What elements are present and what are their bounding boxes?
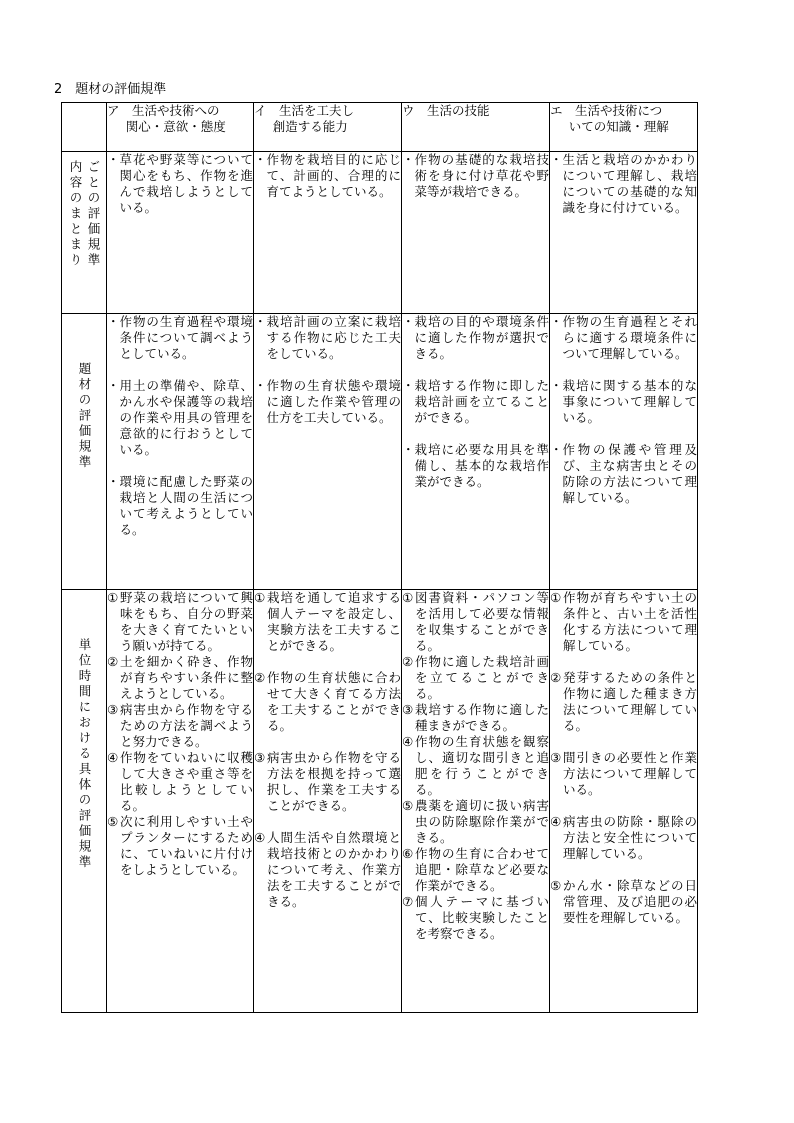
item-marker: ・ bbox=[107, 314, 120, 329]
criteria-item bbox=[402, 734, 549, 798]
criteria-cell-knowledge bbox=[550, 314, 698, 590]
corner-cell bbox=[62, 103, 107, 152]
criteria-cell-creativity bbox=[254, 152, 402, 314]
item-marker: ③ bbox=[254, 750, 266, 765]
criteria-item bbox=[550, 442, 697, 506]
item-marker: ⑤ bbox=[107, 814, 119, 829]
row-label-text: 単位時間における具体の評価規準 bbox=[77, 638, 92, 871]
column-header-interest: ア 生活や技術への 関心・意欲・態度 bbox=[107, 103, 254, 152]
criteria-item bbox=[107, 702, 253, 750]
item-text: 作物に適した栽培計画を立てることができる。 bbox=[415, 654, 549, 701]
item-text: 栽培の目的や環境条件に適した作物が選択できる。 bbox=[414, 314, 549, 361]
item-marker: ・ bbox=[550, 152, 563, 167]
criteria-item bbox=[254, 750, 401, 814]
item-text: 野菜の栽培について興味をもち、自分の野菜を大きく育てたいという願いが持てる。 bbox=[120, 590, 253, 653]
row-label-group bbox=[62, 152, 106, 269]
item-spacer bbox=[550, 798, 697, 814]
criteria-item bbox=[254, 378, 401, 426]
criteria-item bbox=[107, 474, 253, 538]
criteria-item bbox=[550, 314, 697, 362]
criteria-item bbox=[107, 590, 253, 654]
item-marker: ・ bbox=[107, 152, 120, 167]
column-header-knowledge: エ 生活や技術につ いての知識・理解 bbox=[550, 103, 698, 152]
item-marker: ・ bbox=[254, 314, 267, 329]
item-marker: ・ bbox=[254, 378, 267, 393]
row-label bbox=[62, 590, 107, 1013]
criteria-item bbox=[107, 378, 253, 458]
item-marker: ・ bbox=[402, 378, 415, 393]
item-spacer bbox=[550, 654, 697, 670]
item-marker: ④ bbox=[107, 750, 119, 765]
item-text: 病害虫から作物を守る方法を根拠を持って選択し、作業を工夫することができる。 bbox=[267, 750, 401, 813]
criteria-item bbox=[550, 590, 697, 654]
criteria-cell-knowledge bbox=[550, 590, 698, 1013]
row-label bbox=[62, 314, 107, 590]
item-text: 作物が育ちやすい土の条件と、古い土を活性化する方法について理解している。 bbox=[563, 590, 697, 653]
column-header-skill: ウ 生活の技能 bbox=[402, 103, 550, 152]
item-marker: ③ bbox=[550, 750, 562, 765]
criteria-item bbox=[107, 654, 253, 702]
item-marker: ・ bbox=[402, 314, 415, 329]
criteria-cell-skill bbox=[402, 590, 550, 1013]
item-text: 作物の生育過程とそれらに適する環境条件について理解している。 bbox=[562, 314, 697, 361]
criteria-cell-skill bbox=[402, 314, 550, 590]
criteria-item bbox=[550, 152, 697, 216]
item-spacer bbox=[550, 362, 697, 378]
criteria-item bbox=[550, 378, 697, 426]
criteria-item bbox=[402, 442, 549, 490]
item-spacer bbox=[402, 362, 549, 378]
item-text: 作物の基礎的な栽培技術を身に付け草花や野菜等が栽培できる。 bbox=[414, 152, 549, 199]
item-text: 草花や野菜等について関心をもち、作物を進んで栽培しようとしている。 bbox=[119, 152, 253, 215]
criteria-item bbox=[107, 750, 253, 814]
item-marker: ・ bbox=[107, 378, 120, 393]
criteria-cell-skill bbox=[402, 152, 550, 314]
item-spacer bbox=[254, 814, 401, 830]
item-text: 用土の準備や、除草、かん水や保護等の栽培の作業や用具の管理を意欲的に行おうとしている。 bbox=[119, 378, 253, 457]
row-label-text: 題材の評価規準 bbox=[77, 362, 92, 471]
item-text: 作物の生育状態に合わせて大きく育てる方法を工夫することができる。 bbox=[267, 670, 401, 733]
item-text: 間引きの必要性と作業方法について理解している。 bbox=[563, 750, 697, 797]
evaluation-criteria-table bbox=[61, 102, 698, 1013]
item-marker: ① bbox=[254, 590, 266, 605]
item-spacer bbox=[107, 458, 253, 474]
item-spacer bbox=[550, 862, 697, 878]
item-text: 病害虫から作物を守るための方法を調べようと努力できる。 bbox=[120, 702, 253, 749]
item-spacer bbox=[254, 362, 401, 378]
item-text: 作物の生育状態や環境に適した作業や管理の仕方を工夫している。 bbox=[266, 378, 401, 425]
criteria-item bbox=[254, 590, 401, 654]
item-text: 栽培する作物に適した種まきができる。 bbox=[415, 702, 549, 733]
item-text: 作物の生育過程や環境条件について調べようとしている。 bbox=[119, 314, 253, 361]
item-text: 病害虫の防除・駆除の方法と安全性について理解している。 bbox=[563, 814, 697, 861]
item-text: 作物をていねいに収穫して大きさや重さ等を比較しようとしている。 bbox=[120, 750, 253, 813]
item-spacer bbox=[254, 734, 401, 750]
criteria-item bbox=[402, 378, 549, 426]
criteria-item bbox=[402, 846, 549, 894]
item-marker: ⑤ bbox=[402, 798, 414, 813]
item-marker: ⑦ bbox=[402, 894, 414, 909]
item-text: 土を細かく砕き、作物が育ちやすい条件に整えようとしている。 bbox=[120, 654, 253, 701]
row-label-text: 内容のまとまり bbox=[68, 160, 83, 269]
content-criteria-row bbox=[62, 152, 698, 314]
item-text: 栽培する作物に即した栽培計画を立てることができる。 bbox=[414, 378, 549, 425]
item-text: 栽培計画の立案に栽培する作物に応じた工夫をしている。 bbox=[266, 314, 401, 361]
item-text: 個人テーマに基づいて、比較実験したことを考察できる。 bbox=[415, 894, 549, 941]
item-text: 作物の生育状態を観察し、適切な間引きと追肥を行うことができる。 bbox=[415, 734, 549, 797]
item-text: 栽培に必要な用具を準備し、基本的な栽培作業ができる。 bbox=[414, 442, 549, 489]
criteria-cell-creativity bbox=[254, 314, 402, 590]
row-label-text: ごとの評価規準 bbox=[86, 160, 101, 269]
item-text: 図書資料・パソコン等を活用して必要な情報を収集することができる。 bbox=[415, 590, 549, 653]
item-marker: ・ bbox=[550, 378, 563, 393]
criteria-item bbox=[550, 878, 697, 926]
item-text: 人間生活や自然環境と栽培技術とのかかわりについて考え、作業方法を工夫することができる。 bbox=[267, 830, 401, 909]
unit-criteria-row bbox=[62, 314, 698, 590]
item-marker: ① bbox=[107, 590, 119, 605]
criteria-cell-creativity bbox=[254, 590, 402, 1013]
criteria-item bbox=[402, 590, 549, 654]
lesson-criteria-row bbox=[62, 590, 698, 1013]
item-marker: ・ bbox=[550, 314, 563, 329]
criteria-item bbox=[107, 314, 253, 362]
item-marker: ・ bbox=[402, 152, 415, 167]
item-text: 次に利用しやすい土やプランターにするために、ていねいに片付けをしようとしている。 bbox=[120, 814, 253, 877]
item-text: かん水・除草などの日常管理、及び追肥の必要性を理解している。 bbox=[563, 878, 697, 925]
criteria-item bbox=[402, 654, 549, 702]
criteria-item bbox=[402, 152, 549, 200]
item-marker: ・ bbox=[402, 442, 415, 457]
criteria-item bbox=[254, 152, 401, 200]
item-text: 栽培に関する基本的な事象について理解している。 bbox=[562, 378, 697, 425]
item-marker: ① bbox=[550, 590, 562, 605]
item-spacer bbox=[107, 362, 253, 378]
criteria-item bbox=[107, 814, 253, 878]
criteria-item bbox=[254, 670, 401, 734]
criteria-cell-interest bbox=[107, 314, 254, 590]
criteria-item bbox=[402, 702, 549, 734]
criteria-item bbox=[254, 314, 401, 362]
item-text: 作物を栽培目的に応じて、計画的、合理的に育てようとしている。 bbox=[266, 152, 401, 199]
section-heading: 2 題材の評価規準 bbox=[54, 82, 167, 97]
item-marker: ② bbox=[402, 654, 414, 669]
item-marker: ・ bbox=[107, 474, 120, 489]
item-spacer bbox=[550, 426, 697, 442]
item-spacer bbox=[402, 426, 549, 442]
item-marker: ④ bbox=[254, 830, 266, 845]
column-header-creativity: イ 生活を工夫し 創造する能力 bbox=[254, 103, 402, 152]
item-marker: ・ bbox=[550, 442, 563, 457]
item-marker: ⑥ bbox=[402, 846, 414, 861]
item-spacer bbox=[550, 734, 697, 750]
item-text: 生活と栽培のかかわりについて理解し、栽培についての基礎的な知識を身に付けている。 bbox=[562, 152, 697, 215]
criteria-cell-interest bbox=[107, 152, 254, 314]
criteria-item bbox=[550, 750, 697, 798]
item-text: 農薬を適切に扱い病害虫の防除駆除作業ができる。 bbox=[415, 798, 549, 845]
item-marker: ⑤ bbox=[550, 878, 562, 893]
row-label bbox=[62, 152, 107, 314]
item-spacer bbox=[254, 654, 401, 670]
criteria-item bbox=[550, 814, 697, 862]
item-marker: ③ bbox=[107, 702, 119, 717]
criteria-item bbox=[550, 670, 697, 734]
criteria-item bbox=[402, 314, 549, 362]
item-marker: ② bbox=[254, 670, 266, 685]
item-text: 発芽するための条件と作物に適した種まき方法について理解している。 bbox=[563, 670, 697, 733]
criteria-cell-interest bbox=[107, 590, 254, 1013]
item-text: 環境に配慮した野菜の栽培と人間の生活について考えようとしている。 bbox=[119, 474, 253, 537]
item-marker: ④ bbox=[402, 734, 414, 749]
item-marker: ① bbox=[402, 590, 414, 605]
item-marker: ② bbox=[550, 670, 562, 685]
criteria-item bbox=[402, 798, 549, 846]
criteria-item bbox=[254, 830, 401, 910]
header-row bbox=[62, 103, 698, 152]
item-marker: ③ bbox=[402, 702, 414, 717]
item-marker: ・ bbox=[254, 152, 267, 167]
item-text: 栽培を通して追求する個人テーマを設定し、実験方法を工夫することができる。 bbox=[267, 590, 401, 653]
item-marker: ② bbox=[107, 654, 119, 669]
item-text: 作物の生育に合わせて追肥・除草など必要な作業ができる。 bbox=[415, 846, 549, 893]
criteria-cell-knowledge bbox=[550, 152, 698, 314]
item-marker: ④ bbox=[550, 814, 562, 829]
criteria-item bbox=[402, 894, 549, 942]
criteria-item bbox=[107, 152, 253, 216]
item-text: 作物の保護や管理及び、主な病害虫とその防除の方法について理解している。 bbox=[562, 442, 697, 505]
